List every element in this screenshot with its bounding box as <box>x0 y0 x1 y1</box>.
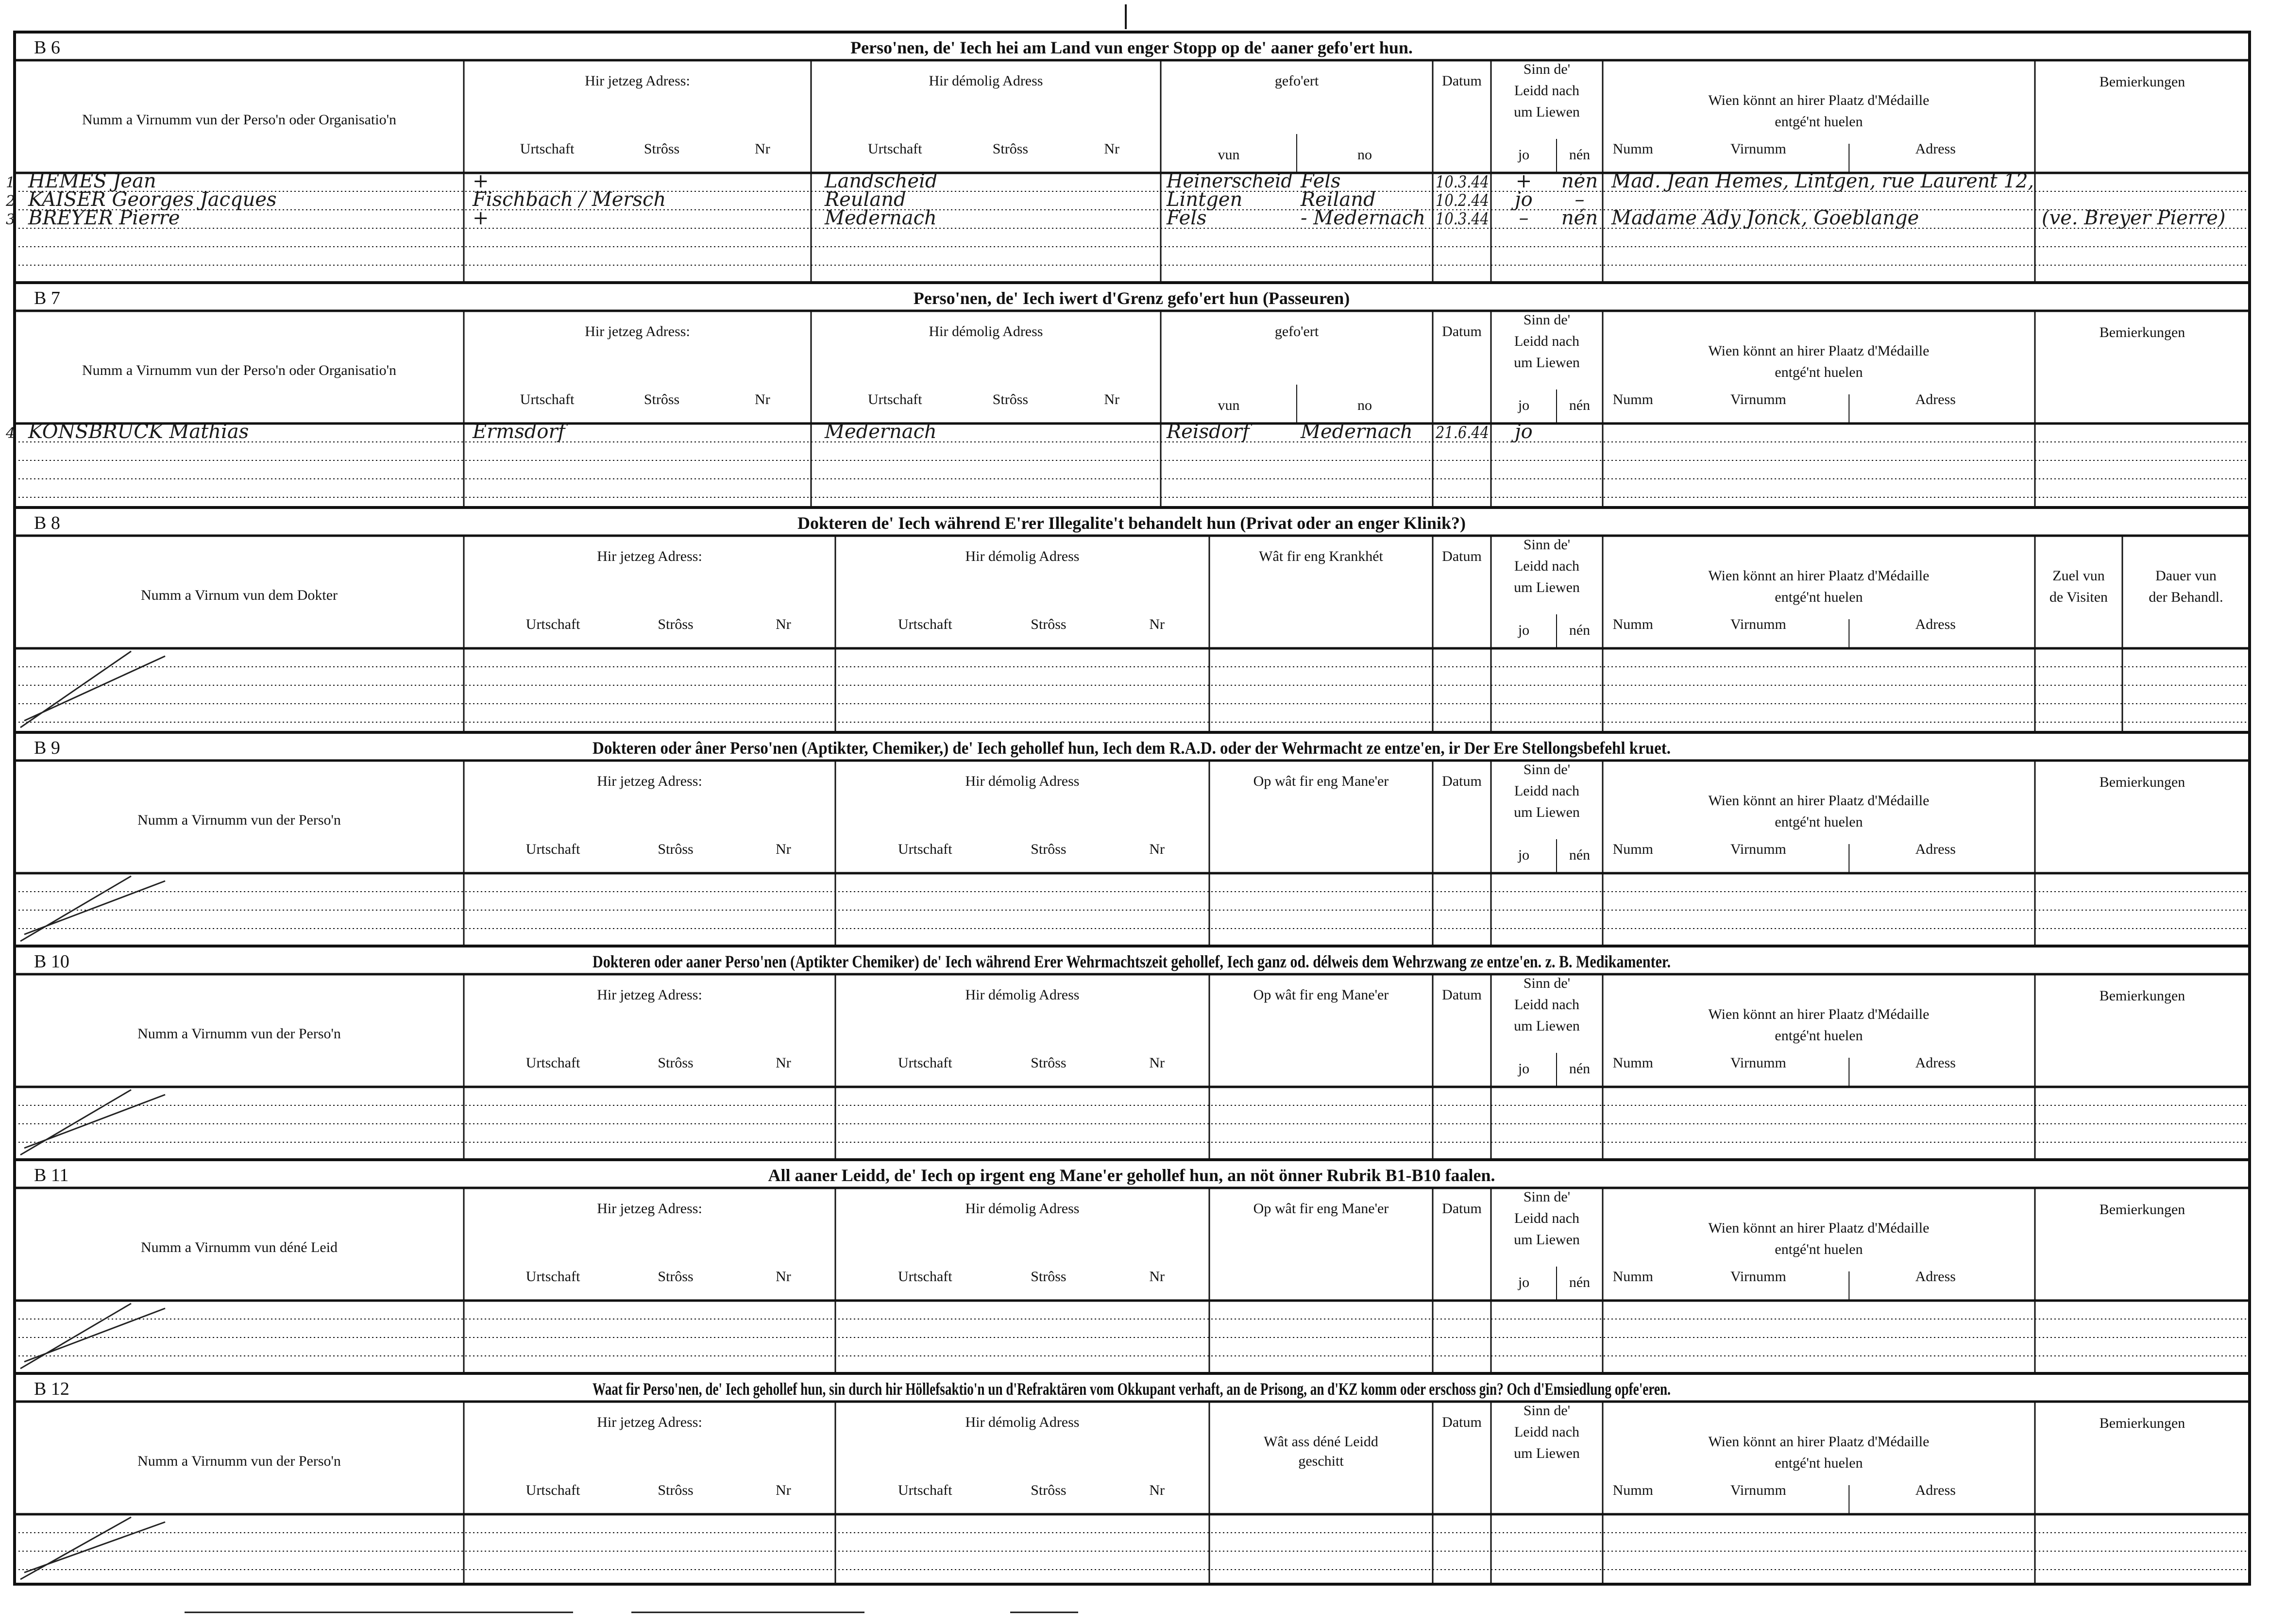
to-label: no <box>1357 147 1372 163</box>
yes-label: jo <box>1518 1061 1530 1077</box>
current-address-label: Hir jetzeg Adress: <box>597 1201 702 1217</box>
cancel-stroke <box>20 1090 165 1155</box>
special-column-label: Op wât fir eng Mane'er <box>1253 1201 1389 1217</box>
duration-label: Dauer vun <box>2155 568 2217 584</box>
medal-name-label: Numm <box>1612 141 1653 157</box>
medal-firstname-label: Virnumm <box>1730 141 1786 157</box>
urtschaft-label: Urtschaft <box>525 1482 580 1498</box>
alive-label: um Liewen <box>1514 1232 1580 1248</box>
section-title: Waat fir Perso'nen, de' Iech gehollef hun, sin durch hir Höllefsaktio'n un d'Refraktären vom Okkupant verhaft, an de Prisong, an d'KZ komm oder erschoss gin? Och d'Emsiedlung opfe'eren. <box>593 1379 1671 1399</box>
special-column-label: Op wât fir eng Mane'er <box>1253 987 1389 1003</box>
no-entry: nén <box>1561 170 1598 192</box>
remarks-label: Bemierkungen <box>2099 988 2185 1004</box>
current-address-label: Hir jetzeg Adress: <box>597 1414 702 1430</box>
date-entry: 10.3.44 <box>1436 209 1489 229</box>
medal-label: Wien könnt an hirer Plaatz d'Médaille <box>1708 1220 1930 1236</box>
yes-label: jo <box>1518 622 1530 638</box>
remark-entry: (ve. Breyer Pierre) <box>2042 207 2226 229</box>
section-b10 <box>15 946 2250 1160</box>
urtschaft-label: Urtschaft <box>520 391 575 407</box>
section-b7 <box>15 283 2250 508</box>
alive-label: um Liewen <box>1514 804 1580 820</box>
medal-address-label: Adress <box>1915 1482 1956 1498</box>
current-address-entry: + <box>473 207 489 229</box>
alive-label: Sinn de' <box>1523 537 1571 553</box>
stross-label: Strôss <box>658 1055 694 1071</box>
section-id: B 7 <box>34 288 60 308</box>
from-label: vun <box>1218 397 1240 413</box>
datum-label: Datum <box>1442 987 1482 1003</box>
yes-entry: + <box>1515 170 1532 192</box>
stross-label: Strôss <box>1031 841 1067 857</box>
nr-label: Nr <box>755 391 770 407</box>
row-number: 1 <box>6 174 16 191</box>
section-title: Dokteren de' Iech während E'rer Illegalite't behandelt hun (Privat oder an enger Klinik?) <box>797 513 1466 533</box>
medal-entry: Madame Ady Jonck, Goeblange <box>1611 207 1919 229</box>
section-title: Perso'nen, de' Iech hei am Land vun enger Stopp op de' aaner gefo'ert hun. <box>850 38 1413 57</box>
urtschaft-label: Urtschaft <box>520 141 575 157</box>
stross-label: Strôss <box>643 391 680 407</box>
former-address-label: Hir démolig Adress <box>965 773 1080 789</box>
former-address-label: Hir démolig Adress <box>929 323 1043 339</box>
visits-label-cont: de Visiten <box>2049 589 2108 605</box>
person-name: BREYER Pierre <box>28 207 180 229</box>
current-address-label: Hir jetzeg Adress: <box>597 773 702 789</box>
datum-label: Datum <box>1442 1414 1482 1430</box>
nr-label: Nr <box>1149 1055 1165 1071</box>
nr-label: Nr <box>1104 391 1120 407</box>
to-label: no <box>1357 397 1372 413</box>
name-column-label: Numm a Virnumm vun déné Leid <box>140 1239 338 1255</box>
name-column-label: Numm a Virnumm vun der Perso'n <box>137 1453 341 1469</box>
stross-label: Strôss <box>1031 1482 1067 1498</box>
row-number: 4 <box>6 425 16 442</box>
alive-label: Leidd nach <box>1514 558 1580 574</box>
name-column-label: Numm a Virnumm vun der Perso'n <box>137 1026 341 1042</box>
alive-label: um Liewen <box>1514 104 1580 120</box>
urtschaft-label: Urtschaft <box>897 616 952 632</box>
stross-label: Strôss <box>658 841 694 857</box>
transported-label: gefo'ert <box>1274 323 1319 339</box>
transported-label: gefo'ert <box>1274 73 1319 89</box>
yes-entry: jo <box>1515 188 1533 211</box>
medal-label-cont: entgé'nt huelen <box>1775 114 1863 130</box>
stross-label: Strôss <box>658 616 694 632</box>
remarks-label: Bemierkungen <box>2099 1201 2185 1218</box>
medal-address-label: Adress <box>1915 391 1956 407</box>
date-entry: 21.6.44 <box>1435 423 1489 442</box>
name-column-label: Numm a Virnumm vun der Perso'n oder Organisatio'n <box>82 362 396 378</box>
name-column-label: Numm a Virnum vun dem Dokter <box>140 587 338 603</box>
no-entry: – <box>1575 188 1585 211</box>
nr-label: Nr <box>776 1482 791 1498</box>
date-entry: 10.3.44 <box>1436 172 1489 192</box>
top-mark: | <box>1122 0 1129 30</box>
no-label: nén <box>1569 847 1591 863</box>
cancel-stroke <box>20 1303 165 1369</box>
medal-label-cont: entgé'nt huelen <box>1775 589 1863 605</box>
current-address-label: Hir jetzeg Adress: <box>597 987 702 1003</box>
nr-label: Nr <box>1149 616 1165 632</box>
medal-label: Wien könnt an hirer Plaatz d'Médaille <box>1708 1006 1930 1022</box>
alive-label: Leidd nach <box>1514 1424 1580 1440</box>
remarks-label: Bemierkungen <box>2099 1415 2185 1431</box>
section-b9 <box>15 732 2250 946</box>
medal-name-label: Numm <box>1612 616 1653 632</box>
section-id: B 10 <box>34 951 69 972</box>
medal-firstname-label: Virnumm <box>1730 391 1786 407</box>
nr-label: Nr <box>1104 141 1120 157</box>
medal-label-cont: entgé'nt huelen <box>1775 364 1863 380</box>
medal-label: Wien könnt an hirer Plaatz d'Médaille <box>1708 568 1930 584</box>
from-entry: Heinerscheid <box>1166 170 1293 192</box>
stross-label: Strôss <box>643 141 680 157</box>
alive-label: Leidd nach <box>1514 997 1580 1013</box>
alive-label: um Liewen <box>1514 1018 1580 1034</box>
medal-firstname-label: Virnumm <box>1730 1269 1786 1285</box>
medal-name-label: Numm <box>1612 1055 1653 1071</box>
alive-label: Leidd nach <box>1514 1210 1580 1226</box>
section-b8 <box>15 508 2250 732</box>
nr-label: Nr <box>776 616 791 632</box>
yes-label: jo <box>1518 1274 1530 1290</box>
medal-label: Wien könnt an hirer Plaatz d'Médaille <box>1708 343 1930 359</box>
alive-label: Sinn de' <box>1523 1189 1571 1205</box>
former-address-entry: Reuland <box>825 188 906 211</box>
former-address-entry: Medernach <box>825 421 937 443</box>
medal-firstname-label: Virnumm <box>1730 1482 1786 1498</box>
alive-label: um Liewen <box>1514 579 1580 595</box>
datum-label: Datum <box>1442 323 1482 339</box>
yes-label: jo <box>1518 397 1530 413</box>
remarks-label: Bemierkungen <box>2099 324 2185 340</box>
urtschaft-label: Urtschaft <box>897 1269 952 1285</box>
alive-label: Leidd nach <box>1514 83 1580 99</box>
section-title: All aaner Leidd, de' Iech op irgent eng Mane'er gehollef hun, an nöt önner Rubrik B1-B10 faalen. <box>768 1166 1495 1185</box>
medal-entry: Mad. Jean Hemes, Lintgen, rue Laurent 12, <box>1611 170 2034 192</box>
alive-label: um Liewen <box>1514 1445 1580 1461</box>
nr-label: Nr <box>776 1055 791 1071</box>
medal-address-label: Adress <box>1915 1055 1956 1071</box>
section-id: B 11 <box>34 1165 69 1185</box>
section-title: Perso'nen, de' Iech iwert d'Grenz gefo'ert hun (Passeuren) <box>913 288 1350 308</box>
datum-label: Datum <box>1442 1201 1482 1217</box>
yes-label: jo <box>1518 847 1530 863</box>
medal-firstname-label: Virnumm <box>1730 1055 1786 1071</box>
fate-label: Wât ass déné Leidd <box>1264 1434 1378 1450</box>
visits-label: Zuel vun <box>2052 568 2105 584</box>
stross-label: Strôss <box>1031 1055 1067 1071</box>
nr-label: Nr <box>776 1269 791 1285</box>
no-label: nén <box>1569 397 1591 413</box>
no-label: nén <box>1569 1274 1591 1290</box>
to-entry: Medernach <box>1301 421 1413 443</box>
alive-label: Sinn de' <box>1523 975 1571 991</box>
medal-label-cont: entgé'nt huelen <box>1775 1028 1863 1044</box>
medal-label: Wien könnt an hirer Plaatz d'Médaille <box>1708 793 1930 809</box>
from-entry: Lintgen <box>1167 188 1243 211</box>
name-column-label: Numm a Virnumm vun der Perso'n <box>137 812 341 828</box>
former-address-entry: Medernach <box>825 207 937 229</box>
section-b6 <box>15 32 2250 283</box>
current-address-entry: Fischbach / Mersch <box>473 188 666 211</box>
current-address-label: Hir jetzeg Adress: <box>597 548 702 564</box>
former-address-label: Hir démolig Adress <box>965 987 1080 1003</box>
medal-label: Wien könnt an hirer Plaatz d'Médaille <box>1708 1434 1930 1450</box>
stross-label: Strôss <box>658 1482 694 1498</box>
to-entry: Fels <box>1301 170 1341 192</box>
remarks-label: Bemierkungen <box>2099 774 2185 790</box>
remarks-label: Bemierkungen <box>2099 74 2185 90</box>
former-address-label: Hir démolig Adress <box>965 1414 1080 1430</box>
medal-label: Wien könnt an hirer Plaatz d'Médaille <box>1708 92 1930 108</box>
nr-label: Nr <box>776 841 791 857</box>
urtschaft-label: Urtschaft <box>897 841 952 857</box>
current-address-label: Hir jetzeg Adress: <box>585 73 690 89</box>
alive-label: Sinn de' <box>1523 761 1571 778</box>
alive-label: Leidd nach <box>1514 783 1580 799</box>
stross-label: Strôss <box>992 141 1029 157</box>
current-address-entry: Ermsdorf <box>473 421 565 443</box>
nr-label: Nr <box>1149 1269 1165 1285</box>
medal-address-label: Adress <box>1915 616 1956 632</box>
urtschaft-label: Urtschaft <box>867 391 922 407</box>
medal-firstname-label: Virnumm <box>1730 841 1786 857</box>
section-id: B 8 <box>34 513 60 533</box>
stross-label: Strôss <box>1031 616 1067 632</box>
special-column-label: Wât fir eng Krankhét <box>1259 548 1383 564</box>
yes-entry: jo <box>1515 421 1533 443</box>
medal-address-label: Adress <box>1915 841 1956 857</box>
name-column-label: Numm a Virnumm vun der Perso'n oder Organisatio'n <box>82 112 396 128</box>
urtschaft-label: Urtschaft <box>897 1055 952 1071</box>
special-column-label: Op wât fir eng Mane'er <box>1253 773 1389 789</box>
stross-label: Strôss <box>992 391 1029 407</box>
duration-label-cont: der Behandl. <box>2149 589 2223 605</box>
datum-label: Datum <box>1442 548 1482 564</box>
medal-name-label: Numm <box>1612 391 1653 407</box>
row-number: 3 <box>6 211 16 228</box>
alive-label: Leidd nach <box>1514 333 1580 349</box>
cancel-stroke <box>20 876 165 941</box>
nr-label: Nr <box>755 141 770 157</box>
urtschaft-label: Urtschaft <box>525 616 580 632</box>
urtschaft-label: Urtschaft <box>867 141 922 157</box>
from-entry: Fels <box>1167 207 1207 229</box>
date-entry: 10.2.44 <box>1436 191 1489 210</box>
stross-label: Strôss <box>658 1269 694 1285</box>
section-id: B 12 <box>34 1379 69 1399</box>
cancel-stroke <box>20 651 165 727</box>
medal-label-cont: entgé'nt huelen <box>1775 814 1863 830</box>
from-entry: Reisdorf <box>1167 421 1250 443</box>
yes-entry: – <box>1519 207 1529 229</box>
stross-label: Strôss <box>1031 1269 1067 1285</box>
section-id: B 9 <box>34 738 60 758</box>
section-title: Dokteren oder âner Perso'nen (Aptikter, Chemiker,) de' Iech gehollef hun, Iech dem R.A.D. oder der Wehrmacht ze entze'en, ir Der Ere Stellongsbefehl kruet. <box>593 738 1671 758</box>
section-b11 <box>15 1160 2250 1373</box>
yes-label: jo <box>1518 147 1530 163</box>
datum-label: Datum <box>1442 73 1482 89</box>
medal-firstname-label: Virnumm <box>1730 616 1786 632</box>
urtschaft-label: Urtschaft <box>525 1269 580 1285</box>
former-address-label: Hir démolig Adress <box>929 73 1043 89</box>
urtschaft-label: Urtschaft <box>525 841 580 857</box>
former-address-label: Hir démolig Adress <box>965 1201 1080 1217</box>
person-name: KONSBRUCK Mathias <box>28 421 249 443</box>
current-address-entry: + <box>473 170 489 192</box>
no-label: nén <box>1569 147 1591 163</box>
section-b12 <box>15 1373 2250 1584</box>
urtschaft-label: Urtschaft <box>897 1482 952 1498</box>
section-title: Dokteren oder aaner Perso'nen (Aptikter Chemiker) de' Iech während Erer Wehrmachtszeit gehollef, Iech ganz od. délweis dem Wehrzwang ze entze'en. z. B. Medikamenter. <box>593 952 1671 971</box>
medal-address-label: Adress <box>1915 1269 1956 1285</box>
alive-label: Sinn de' <box>1523 1403 1571 1419</box>
medal-name-label: Numm <box>1612 1269 1653 1285</box>
fate-label-cont: geschitt <box>1298 1453 1344 1469</box>
datum-label: Datum <box>1442 773 1482 789</box>
alive-label: um Liewen <box>1514 355 1580 371</box>
row-number: 2 <box>6 193 16 210</box>
urtschaft-label: Urtschaft <box>525 1055 580 1071</box>
to-entry: - Medernach <box>1301 207 1426 229</box>
nr-label: Nr <box>1149 841 1165 857</box>
no-label: nén <box>1569 1061 1591 1077</box>
medal-label-cont: entgé'nt huelen <box>1775 1241 1863 1257</box>
medal-name-label: Numm <box>1612 1482 1653 1498</box>
former-address-label: Hir démolig Adress <box>965 548 1080 564</box>
alive-label: Sinn de' <box>1523 312 1571 328</box>
section-id: B 6 <box>34 37 60 58</box>
no-entry: nén <box>1561 207 1598 229</box>
to-entry: Reiland <box>1301 188 1376 211</box>
person-name: KAISER Georges Jacques <box>28 188 277 211</box>
alive-label: Sinn de' <box>1523 61 1571 77</box>
medal-label-cont: entgé'nt huelen <box>1775 1455 1863 1471</box>
medal-name-label: Numm <box>1612 841 1653 857</box>
from-label: vun <box>1218 147 1240 163</box>
no-label: nén <box>1569 622 1591 638</box>
former-address-entry: Landscheid <box>825 170 938 192</box>
medal-address-label: Adress <box>1915 141 1956 157</box>
person-name: HEMES Jean <box>28 170 156 192</box>
nr-label: Nr <box>1149 1482 1165 1498</box>
current-address-label: Hir jetzeg Adress: <box>585 323 690 339</box>
